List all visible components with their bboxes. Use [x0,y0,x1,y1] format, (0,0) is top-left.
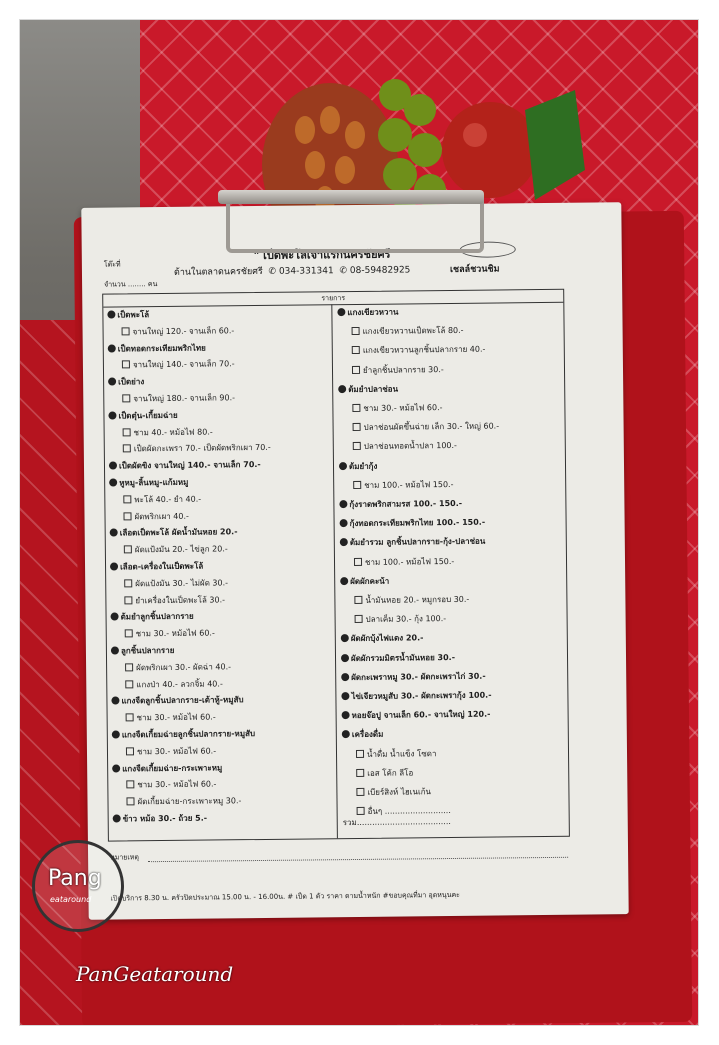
menu-category [339,497,462,511]
menu-item-text: ปลาช่อนทอดน้ำปลา 100.- [363,441,457,452]
menu-item [352,401,442,415]
menu-item-text: แกงเขียวหวานเป็ดพะโล้ 80.- [362,326,464,337]
bullet-icon [339,500,347,508]
menu-item-text: เลือด-เครื่องในเป็ดพะโล้ [120,561,204,572]
shell-chuan-chim-label: เชลล์ชวนชิม [449,264,500,275]
bullet-icon [110,529,118,537]
bullet-icon [109,478,117,486]
menu-category [340,535,486,550]
menu-item-text: ลูกชิ้นปลากราย [120,645,175,656]
menu-category [108,409,177,423]
menu-item-text: อื่นๆ .......................... [367,806,451,817]
bullet-icon [340,538,348,546]
menu-item-text: เป็ดตุ๋น-เกี้ยมฉ่าย [118,410,178,421]
menu-item [356,785,431,799]
menu-item [353,420,500,435]
bullet-icon [109,462,117,470]
menu-category [111,610,194,624]
checkbox-icon [126,747,134,755]
menu-item-text: แกงเขียวหวานลูกชิ้นปลากราย 40.- [362,345,486,356]
watermark-signature: PanGeataround [76,962,234,986]
menu-item-text: ผัดพริกเผา 30.- ผัดฉ่า 40.- [136,662,232,673]
menu-category [110,560,203,574]
menu-item [123,509,189,523]
bullet-icon [342,711,350,719]
menu-item [355,612,447,626]
menu-item-text: ปลาช่อนผัดขึ้นฉ่าย เล็ก 30.- ใหญ่ 60.- [363,421,500,433]
menu-item [124,543,228,557]
menu-item [352,324,464,338]
checkbox-icon [122,361,130,369]
menu-category [109,458,261,473]
menu-table [102,289,570,842]
checkbox-icon [124,596,132,604]
menu-item-text: จานใหญ่ 180.- จานเล็ก 90.- [133,393,236,404]
checkbox-icon [125,630,133,638]
checkbox-icon [126,714,134,722]
menu-item [122,358,235,372]
menu-item-text: ผัดแป้งมัน 30.- ไม่ผัด 30.- [135,578,229,589]
menu-item-text: เลือดเป็ดพะโล้ ผัดน้ำมันหอย 20.- [119,527,238,538]
checkbox-icon [122,327,130,335]
bullet-icon [108,411,116,419]
menu-category [340,574,389,588]
menu-category [339,459,378,472]
remark-label: หมายเหตุ [110,853,139,862]
menu-item-text: จานใหญ่ 120.- จานเล็ก 60.- [132,326,235,337]
menu-category [341,632,424,646]
menu-category [340,516,486,531]
menu-item [356,747,437,761]
checkbox-icon [122,394,130,402]
menu-item-text: ผัดพริกเผา 40.- [134,511,189,521]
bullet-icon [113,814,121,822]
mobile-icon: ✆ [339,266,348,277]
menu-item-text: เป็ดผัดขิง จานใหญ่ 140.- จานเล็ก 70.- [118,460,261,471]
menu-item-text: ผัดกะเพราหมู 30.- ผัดกะเพราไก่ 30.- [351,671,486,682]
menu-item-text: ผัดผักรวมมิตรน้ำมันหอย 30.- [350,652,456,663]
menu-category [110,526,238,540]
checkbox-icon [125,663,133,671]
menu-category [341,689,491,704]
menu-item-text: หอยจ๊อปู จานเล็ก 60.- จานใหญ่ 120.- [351,709,491,721]
menu-item [124,593,225,607]
menu-item [352,343,486,357]
menu-category [111,694,243,708]
checkbox-icon [352,346,360,354]
menu-item-text: ยำเครื่องในเป็ดพะโล้ 30.- [135,594,226,605]
bullet-icon [110,562,118,570]
menu-order-sheet [81,202,628,920]
restaurant-title: " เป็ดพะโล้เจ้าแรกนครชัยศรี " [253,247,401,263]
checkbox-icon [355,615,363,623]
menu-item-text: กุ้งทอดกระเทียมพริกไทย 100.- 150.- [349,517,486,529]
watermark-logo-text: Pang [48,866,102,891]
menu-item-text: แกงจืดลูกชิ้นปลากราย-เต้าหู้-หมูสับ [121,695,244,706]
menu-item [123,492,201,506]
menu-item-text: เป็ดผัดกะเพรา 70.- เป็ดผัดพริกเผา 70.- [133,443,271,454]
menu-item [124,576,228,590]
bullet-icon [112,764,120,772]
menu-item-text: น้ำดื่ม น้ำแข็ง โซดา [366,748,437,759]
phone-2: 08-59482925 [349,265,411,277]
checkbox-icon [124,579,132,587]
menu-item [126,778,216,792]
menu-item-text: ชาม 100.- หม้อไฟ 150.- [364,556,455,567]
checkbox-icon [123,512,131,520]
column-divider [331,304,338,838]
menu-item-text: ชาม 30.- หม้อไฟ 60.- [363,403,443,413]
menu-item-text: ต้มยำลูกชิ้นปลากราย [120,612,194,622]
menu-item [125,677,223,691]
menu-item [126,744,216,758]
menu-category [112,761,222,775]
bullet-icon [107,310,115,318]
phone-icon: ✆ [268,266,277,277]
checkbox-icon [356,788,364,796]
table-number-label: โต๊ะที่ [103,260,121,269]
menu-item [122,391,235,405]
menu-header: รายการ [103,290,563,308]
checkbox-icon [357,807,365,815]
menu-item-text: แกงจืดเกี้ยมฉ่ายลูกชิ้นปลากราย-หมูสับ [121,729,256,740]
checkbox-icon [352,404,360,412]
watermark-logo-subtext: eataround [50,895,92,904]
menu-item-text: จานใหญ่ 140.- จานเล็ก 70.- [132,359,235,370]
menu-category [109,476,188,490]
menu-item [123,425,213,439]
menu-item-text: กุ้งราดพริกสามรส 100.- 150.- [349,498,463,510]
checkbox-icon [356,769,364,777]
menu-item [126,711,216,725]
menu-category [341,669,486,684]
menu-item-text: แกงจืดเกี้ยมฉ่าย-กระเพาะหมู [122,762,223,774]
menu-item-text: เบียร์สิงห์ ไฮเนเก้น [367,787,432,797]
bullet-icon [111,646,119,654]
menu-item [352,363,444,377]
menu-category [342,728,384,741]
checkbox-icon [354,558,362,566]
menu-category [113,812,208,826]
menu-item-text: ผัดผักบุ้งไฟแดง 20.- [350,633,424,644]
bullet-icon [108,378,116,386]
bullet-icon [341,634,349,642]
bullet-icon [341,673,349,681]
menu-category [342,708,491,723]
address-text: ด้านในตลาดนครชัยศรี [173,266,263,278]
menu-item-text: หูหมู-ลิ้นหมู-แก้มหมู [119,477,189,488]
menu-item-text: ชาม 100.- หม้อไฟ 150.- [364,479,454,490]
menu-item [126,794,241,808]
menu-item-text: พะโล้ 40.- ยำ 40.- [134,494,202,505]
menu-item [354,593,469,607]
menu-item-text: ผัดแป้งมัน 20.- ไข่ลูก 20.- [134,544,228,555]
menu-category [108,341,206,355]
checkbox-icon [352,327,360,335]
menu-item [356,766,413,780]
total-label: รวม..................................... [342,817,451,828]
bullet-icon [339,462,347,470]
checkbox-icon [353,442,361,450]
checkbox-icon [123,445,131,453]
menu-item-text: เป็ดย่าง [118,377,145,387]
bullet-icon [112,730,120,738]
checkbox-icon [354,596,362,604]
menu-item-text: ผัดเกี้ยมฉ่าย-กระเพาะหมู 30.- [137,796,242,807]
menu-item-text: ชาม 30.- หม้อไฟ 60.- [137,779,217,790]
menu-item-text: แกงเขียวหวาน [347,307,399,318]
menu-item-text: ชาม 40.- หม้อไฟ 80.- [133,427,213,437]
checkbox-icon [352,366,360,374]
menu-category [338,382,398,396]
menu-item [125,627,215,641]
checkbox-icon [356,750,364,758]
menu-item-text: ยำลูกชิ้นปลากราย 30.- [362,364,444,375]
menu-item [122,324,235,338]
bullet-icon [111,697,119,705]
menu-item-text: ต้มยำกุ้ง [348,461,378,471]
menu-item-text: ข้าว หม้อ 30.- ถ้วย 5.- [122,813,208,824]
menu-item [353,439,457,453]
menu-item [125,660,231,674]
menu-item [354,555,454,569]
bullet-icon [340,577,348,585]
menu-item-text: ปลาเค็ม 30.- กุ้ง 100.- [365,614,447,625]
menu-category [108,375,144,388]
menu-category [341,651,455,665]
menu-item-text: ชาม 30.- หม้อไฟ 60.- [135,628,215,639]
menu-category [112,727,255,741]
bullet-icon [108,344,116,352]
bullet-icon [338,385,346,393]
menu-category [111,644,175,658]
guest-count-label: จำนวน ........ คน [104,280,158,289]
checkbox-icon [353,423,361,431]
checkbox-icon [123,495,131,503]
checkbox-icon [125,680,133,688]
menu-item-text: เอส โค้ก ลีโอ [367,768,414,778]
menu-category [337,306,398,320]
bullet-icon [340,519,348,527]
bullet-icon [337,308,345,316]
menu-item-text: ไข่เจียวหมูสับ 30.- ผัดกะเพรากุ้ง 100.- [351,690,492,702]
checkbox-icon [353,481,361,489]
checkbox-icon [124,546,132,554]
bullet-icon [111,613,119,621]
menu-item-text: แกงป่า 40.- ลวกจิ้ม 40.- [136,678,223,689]
menu-item-text: ต้มยำปลาช่อน [348,384,399,394]
menu-item-text: ต้มยำรวม ลูกชิ้นปลากราย-กุ้ง-ปลาช่อน [349,537,486,548]
phone-1: 034-331341 [278,266,334,277]
bullet-icon [341,692,349,700]
menu-item [353,478,453,492]
menu-item-text: ชาม 30.- หม้อไฟ 60.- [136,746,217,757]
checkbox-icon [123,428,131,436]
menu-item-text: ผัดผักคะน้า [350,576,390,586]
remark-line [148,857,568,862]
menu-item-text: เป็ดทอดกระเทียมพริกไทย [117,343,206,354]
menu-item-text: เครื่องดื่ม [351,730,384,740]
menu-category [107,308,149,321]
menu-item [123,441,271,456]
footer-note: เปิดบริการ 8.30 น. ครัวปิดประมาณ 15.00 น. - 16.00น. # เป็ด 1 ตัว ราคา ตามน้ำหนัก #ขอบคุณที่มา อุดหนุนคะ [110,890,460,903]
bullet-icon [341,654,349,662]
menu-item-text: ชาม 30.- หม้อไฟ 60.- [136,712,216,723]
menu-item-text: น้ำมันหอย 20.- หมูกรอบ 30.- [365,594,470,605]
bullet-icon [342,730,350,738]
checkbox-icon [126,798,134,806]
clip-bar [218,190,484,204]
menu-item-text: เป็ดพะโล้ [117,310,150,320]
checkbox-icon [126,781,134,789]
